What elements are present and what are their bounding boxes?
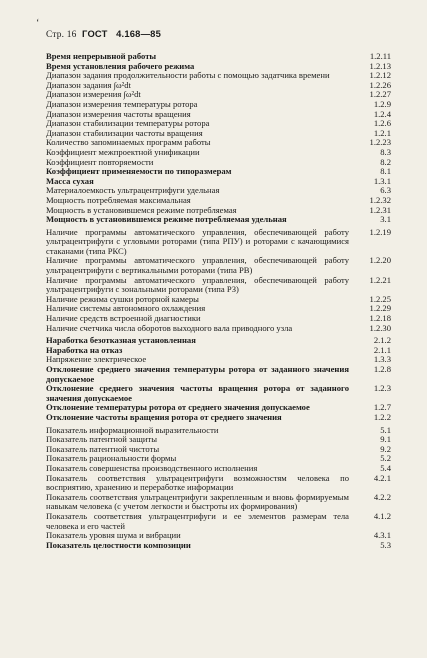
entry-term: Наличие счетчика числа оборотов выходного вала приводного узла <box>46 322 293 333</box>
entry-reference: 4.2.1 <box>373 472 391 483</box>
entry-reference: 1.2.2 <box>373 411 391 422</box>
entry-term: Показатель совершенства производственного исполнения <box>46 462 258 473</box>
entry-reference: 5.3 <box>380 539 391 550</box>
entry-reference: 1.2.32 <box>369 194 391 205</box>
entry-term: Показатель соответствия ультрацентрифуги возможностям человека по восприятию, хранению и переработке информации <box>46 472 349 493</box>
entry-term: Наличие программы автоматического управления, обеспечивающей работу ультрацентрифуги с угловыми роторами (типа РПУ) и роторами с качающимися стаканами (типа РКС) <box>46 226 349 256</box>
entry-term: Коэффициент применяемости по типоразмерам <box>46 166 232 177</box>
entry-reference: 1.2.4 <box>373 108 391 119</box>
entry-reference: 4.3.1 <box>373 530 391 541</box>
entry-reference: 1.2.20 <box>369 255 391 266</box>
index-entry <box>46 493 391 512</box>
entry-reference: 1.2.27 <box>369 89 391 100</box>
entry-term: Диапазон стабилизации температуры ротора <box>46 118 210 129</box>
entry-reference: 5.4 <box>380 462 391 473</box>
entry-term: Наработка на отказ <box>46 344 123 355</box>
entry-reference: 8.1 <box>380 166 391 177</box>
entry-reference: 9.2 <box>380 443 391 454</box>
entry-reference: 1.2.19 <box>369 226 391 237</box>
entry-term: Наличие режима сушки роторной камеры <box>46 293 199 304</box>
entry-term: Время непрерывной работы <box>46 51 157 61</box>
entry-reference: 1.2.29 <box>369 303 391 314</box>
entry-reference: 9.1 <box>380 434 391 445</box>
entry-term: Диапазон задания продолжительности работы с помощью задатчика времени <box>46 70 330 81</box>
index-entry <box>46 474 391 493</box>
entry-term: Мощность в установившемся режиме потребляемая <box>46 204 237 215</box>
entry-reference: 5.2 <box>380 453 391 464</box>
index-entry <box>46 276 391 295</box>
entry-term: Показатель целостности композиции <box>46 539 191 550</box>
entry-term: Мощность потребляемая максимальная <box>46 194 191 205</box>
entry-term: Масса сухая <box>46 175 94 186</box>
entry-reference: 1.2.11 <box>369 51 391 61</box>
entry-term: Показатель соответствия ультрацентрифуги и ее элементов размерам тела человека и его частей <box>46 510 349 531</box>
entry-term: Наличие системы автономного охлаждения <box>46 303 206 314</box>
entry-term: Диапазон задания ∫ω²dt <box>46 79 131 90</box>
entry-reference: 1.2.23 <box>369 137 391 148</box>
entry-term: Мощность в установившемся режиме потребляемая удельная <box>46 214 287 225</box>
page-label: Стр. 16 <box>46 30 77 40</box>
entry-reference: 1.2.13 <box>369 60 391 71</box>
index-entry <box>46 215 391 225</box>
corner-tick-mark: ‘ <box>36 18 40 29</box>
entry-reference: 1.2.18 <box>369 313 391 324</box>
page-header <box>46 28 161 40</box>
entry-reference: 2.1.1 <box>373 344 391 355</box>
entry-term: Коэффициент повторяемости <box>46 156 154 167</box>
entry-term: Напряжение электрическое <box>46 354 147 365</box>
entry-reference: 1.2.8 <box>373 364 391 374</box>
entry-reference: 2.1.2 <box>373 335 391 346</box>
entry-term: Количество запоминаемых программ работы <box>46 137 211 148</box>
index-entry <box>46 512 391 531</box>
index-entry <box>46 167 391 177</box>
entry-reference: 1.2.6 <box>373 118 391 129</box>
entry-reference: 1.2.9 <box>373 98 391 109</box>
entry-term: Материалоемкость ультрацентрифуги удельная <box>46 185 220 196</box>
entry-reference: 4.2.2 <box>373 491 391 502</box>
entry-term: Наработка безотказная установленная <box>46 335 196 346</box>
entry-term: Диапазон измерения температуры ротора <box>46 98 198 109</box>
entry-term: Наличие средств встроенной диагностики <box>46 313 201 324</box>
entry-term: Диапазон измерения частоты вращения <box>46 108 191 119</box>
standard-label: ГОСТ <box>82 28 108 39</box>
index-list <box>46 52 391 550</box>
entry-reference: 1.2.31 <box>369 204 391 215</box>
entry-term: Диапазон измерения ∫ω²dt <box>46 89 141 100</box>
entry-term: Отклонение среднего значения температуры ротора от заданного значения допускаемое <box>46 364 349 384</box>
entry-term: Диапазон стабилизации частоты вращения <box>46 127 203 138</box>
entry-reference: 1.2.1 <box>373 127 391 138</box>
entry-term: Наличие программы автоматического управления, обеспечивающей работу ультрацентрифуги с вертикальными роторами (типа РВ) <box>46 255 349 276</box>
entry-term: Отклонение среднего значения частоты вращения ротора от заданного значения допускаемое <box>46 383 349 403</box>
entry-reference: 6.3 <box>380 185 391 196</box>
index-entry <box>46 541 391 551</box>
entry-reference: 1.3.1 <box>373 175 391 186</box>
entry-reference: 1.2.3 <box>373 383 391 394</box>
entry-reference: 8.3 <box>380 146 391 157</box>
index-entry <box>46 413 391 423</box>
entry-term: Показатель соответствия ультрацентрифуги закрепленным и вновь формируемым навыкам человека (с учетом легкости и быстроты их формирования) <box>46 491 349 512</box>
entry-reference: 1.2.7 <box>373 402 391 413</box>
index-entry <box>46 384 391 403</box>
entry-term: Показатель патентной чистоты <box>46 443 160 454</box>
entry-reference: 5.1 <box>380 424 391 435</box>
index-entry <box>46 365 391 384</box>
entry-term: Показатель информационной выразительности <box>46 424 219 435</box>
entry-term: Показатель патентной защиты <box>46 434 157 445</box>
entry-reference: 1.2.30 <box>369 322 391 333</box>
entry-term: Отклонение температуры ротора от среднего значения допускаемое <box>46 402 310 413</box>
index-entry <box>46 228 391 257</box>
entry-reference: 1.2.26 <box>369 79 391 90</box>
entry-term: Коэффициент межпроектной унификации <box>46 146 200 157</box>
entry-reference: 3.1 <box>380 214 391 225</box>
entry-reference: 1.3.3 <box>373 354 391 365</box>
entry-term: Отклонение частоты вращения ротора от среднего значения <box>46 411 282 422</box>
entry-reference: 1.2.21 <box>369 274 391 285</box>
index-entry <box>46 324 391 334</box>
entry-term: Показатель рациональности формы <box>46 453 177 464</box>
entry-reference: 4.1.2 <box>373 510 391 521</box>
entry-term: Наличие программы автоматического управления, обеспечивающей работу ультрацентрифуги с зональными роторами (типа РЗ) <box>46 274 349 295</box>
standard-number: 4.168—85 <box>116 28 162 39</box>
entry-term: Показатель уровня шума и вибрации <box>46 530 181 541</box>
entry-reference: 1.2.25 <box>369 293 391 304</box>
entry-reference: 8.2 <box>380 156 391 167</box>
index-entry <box>46 256 391 275</box>
entry-term: Время установления рабочего режима <box>46 60 195 71</box>
entry-reference: 1.2.12 <box>369 70 391 81</box>
